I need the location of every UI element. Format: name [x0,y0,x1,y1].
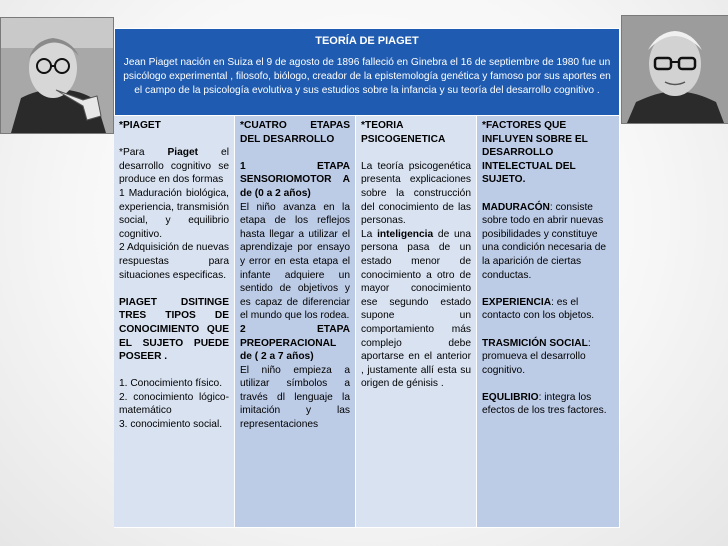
factor-item [482,201,614,283]
factor-label: MADURACÓN [482,201,550,213]
text-span: *Para [119,147,168,159]
column-piaget [114,116,235,528]
text-span: el desarrollo cognitivo se produce en dos formas [119,147,229,186]
column-heading: *FACTORES QUE INFLUYEN SOBRE EL DESARROLLO INTELECTUAL DEL SUJETO. [482,120,588,186]
factor-item [482,296,614,323]
column-heading: *TEORIA PSICOGENETICA [361,120,446,145]
table-description: Jean Piaget nación en Suiza el 9 de agosto de 1896 falleció en Ginebra el 16 de septiembre de 1980 fue un psicólogo experimental , filosofo, biólogo, creador de la epistemología genética y famoso por sus aportes en el campo de la psicología evolutiva y sus estudios sobre la infancia y su teoría del desarrollo cognitivo . [123,57,611,96]
text-paragraph: La teoría psicogenética presenta explicaciones sobre la construcción del conocimiento de las personas. [361,160,471,227]
table-title: TEORÍA DE PIAGET [315,35,419,47]
factor-text: : promueva el desarrollo cognitivo. [482,337,591,376]
bold-term: inteligencia [377,228,434,240]
portrait-image [622,16,728,123]
column-heading: *CUATRO ETAPAS DEL DESARROLLO [240,120,350,145]
list-item: 2. conocimiento lógico-matemático [119,391,229,417]
text-span: La [361,228,378,240]
list-item: 1. Conocimiento físico. [119,378,223,390]
list-item: 3. conocimiento social. [119,419,223,431]
factor-text: : es el contacto con los objetos. [482,296,595,322]
table-header [114,28,620,116]
bold-term: Piaget [167,147,199,159]
text-paragraph [119,146,229,187]
factor-item [482,337,614,378]
column-stages [235,116,356,528]
piaget-photo-left [0,17,114,134]
factor-label: EQULIBRIO [482,391,539,403]
piaget-photo-right [621,15,728,124]
stage-text: El niño empieza a utilizar símbolos a través dl lenguaje la imitación y las representaciones [240,364,350,431]
factor-text: : integra los efectos de los tres factores. [482,391,607,417]
stage-title: 1 ETAPA SENSORIOMOTOR A de (0 a 2 años) [240,160,350,199]
knowledge-types-heading: PIAGET DSITINGE TRES TIPOS DE CONOCIMIENTO QUE EL SUJETO PUEDE POSEER . [119,296,229,363]
factor-item [482,391,614,418]
factor-label: TRASMICIÓN SOCIAL [482,337,588,349]
text-paragraph: 1 Maduración biológica, experiencia, transmisión social, y equilibrio cognitivo. [119,187,229,240]
text-paragraph: 2 Adquisición de nuevas respuestas para situaciones especificas. [119,242,229,281]
factor-text: : consiste sobre todo en abrir nuevas posibilidades y constituye una condición necesaria de la aparición de ciertas conductas. [482,201,607,281]
text-span: de una persona pasa de un estado menor de conocimiento a otro de mayor conocimiento ese segundo estado supone un comportamiento más complejo debe aportarse en el anterior , justamente allí esta su origen de génisis . [361,228,471,390]
portrait-image [1,18,113,133]
stage-title: 2 ETAPA PREOPERACIONAL de ( 2 a 7 años) [240,323,350,363]
stage-text: El niño avanza en la etapa de los reflejos hasta llegar a utilizar el aprendizaje por ensayo y error en esta etapa el infante adquiere un sentido de objetivos y es capaz de diferenciar el mundo que los rodea. [240,201,350,322]
column-heading: *PIAGET [119,120,161,131]
factor-label: EXPERIENCIA [482,296,552,308]
column-factors [477,116,620,528]
column-psychogenetic [356,116,477,528]
piaget-table [114,28,620,528]
text-paragraph [361,228,471,391]
